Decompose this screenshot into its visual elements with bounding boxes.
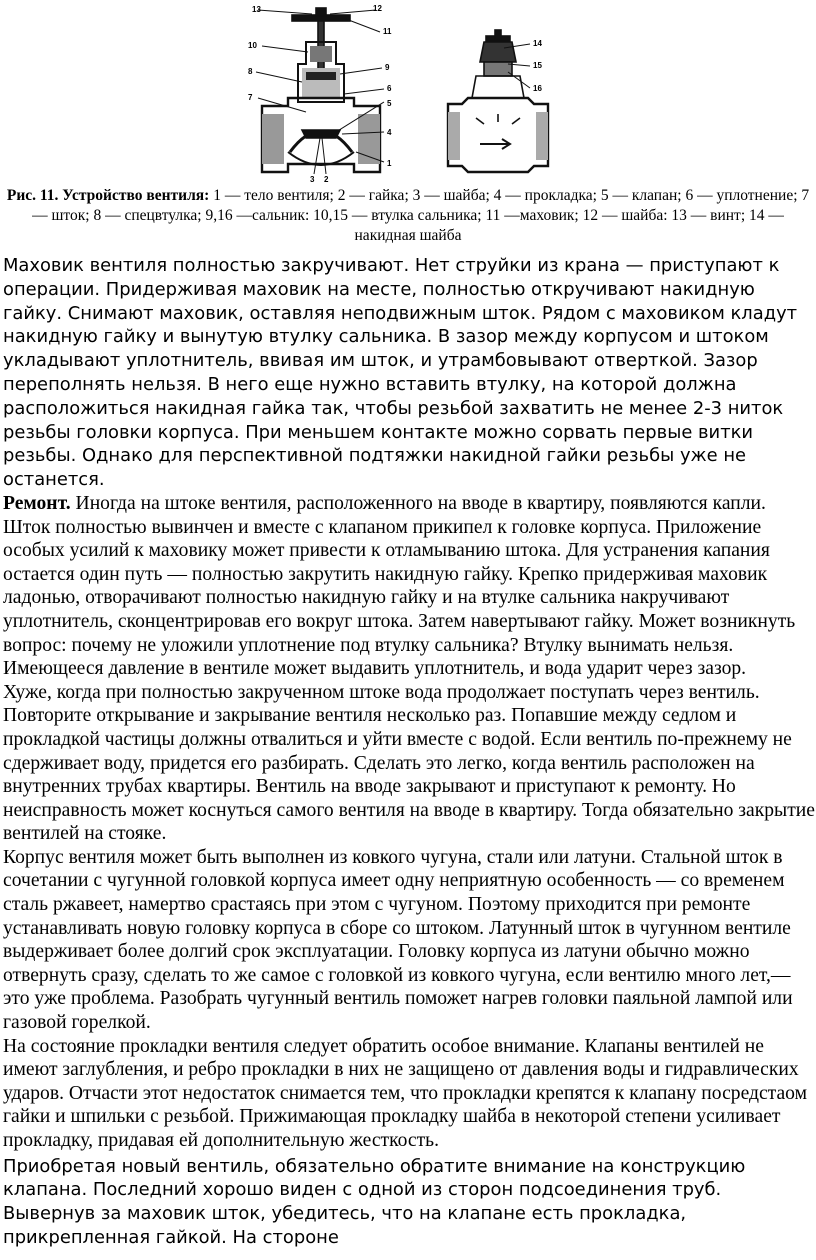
caption-title: Рис. 11. Устройство вентиля:	[6, 187, 210, 204]
callout-5: 5	[387, 99, 392, 108]
callout-12: 12	[373, 4, 382, 13]
repair-text: Иногда на штоке вентиля, расположенного на вводе в квартиру, появляются капли. Шток полностью вывинчен и вместе с клапаном прикипел к головке корпуса. Приложение особых усилий к маховику может привести к отламыванию штока. Для устранения капания остается один путь — полностью закрутить накидную гайку. Крепко придерживая маховик ладонью, отворачивают полностью накидную гайку и на втулке сальника накручивают уплотнитель, сконцентрировав его вокруг штока. Затем навертывают гайку. Может возникнуть вопрос: почему не уложили уплотнение под втулку сальника? Втулку вынимать нельзя. Имеющееся давление в вентиле может выдавить уплотнитель, и вода ударит через зазор.	[3, 492, 796, 680]
article-body	[3, 254, 815, 1250]
screw-shape	[316, 8, 326, 16]
valve-external-view	[448, 30, 548, 172]
callout-9: 9	[385, 63, 390, 72]
callout-3: 3	[310, 175, 315, 182]
paragraph-leaking-stem: Хуже, когда при полностью закрученном штоке вода продолжает поступать через вентиль. Повторите открывание и закрывание вентиля несколько раз. Попавшие между седлом и прокладкой частицы должны отвалиться и уйти вместе с водой. Если вентиль по-прежнему не сдерживает воду, придется его разбирать. Сделать это легко, когда вентиль расположен на внутренних трубах квартиры. Вентиль на вводе закрывают и приступают к ремонту. Но неисправность может коснуться самого вентиля на вводе в квартиру. Тогда обязательно закрытие вентилей на стояке.	[3, 681, 815, 845]
valve-diagram	[240, 2, 585, 182]
callout-8: 8	[248, 67, 253, 76]
callout-10: 10	[248, 41, 257, 50]
callout-14: 14	[533, 39, 542, 48]
caption-text: 1 — тело вентиля; 2 — гайка; 3 — шайба; 4 — прокладка; 5 — клапан; 6 — уплотнение; 7 — шток; 8 — спецвтулка; 9,16 —сальник: 10,15 — втулка сальника; 11 —маховик; 12 — шайба: 13 — винт; 14 — накидная шайба	[32, 187, 810, 244]
callout-2: 2	[324, 175, 329, 182]
paragraph-new-valve: Приобретая новый вентиль, обязательно обратите внимание на конструкцию клапана. Последний хорошо виден с одной из сторон подсоединения труб. Вывернув за маховик шток, убедитесь, что на клапане есть прокладка, прикрепленная гайкой. На стороне	[3, 1155, 746, 1248]
figure-caption	[0, 186, 816, 246]
repair-heading: Ремонт.	[3, 492, 71, 514]
callout-7: 7	[248, 93, 253, 102]
callout-11: 11	[383, 27, 392, 36]
callout-1: 1	[387, 159, 392, 168]
paragraph-body-material: Корпус вентиля может быть выполнен из ковкого чугуна, стали или латуни. Стальной шток в сочетании с чугунной головкой корпуса имеет одну неприятную особенность — со временем сталь ржавеет, намертво срастаясь при этом с чугуном. Поэтому приходится при ремонте устанавливать новую головку корпуса в сборе со штоком. Латунный шток в чугунном вентиле выдерживает более долгий срок эксплуатации. Головку корпуса из латуни обычно можно отвернуть сразу, сделать то же самое с головкой из ковкого чугуна, если вентилю много лет,— это уже проблема. Разобрать чугунный вентиль поможет нагрев головки паяльной лампой или газовой горелкой.	[3, 846, 793, 1034]
callout-15: 15	[533, 61, 542, 70]
paragraph-repair	[3, 492, 815, 681]
callout-16: 16	[533, 84, 542, 93]
callout-13: 13	[252, 5, 261, 14]
valve-section-view	[248, 4, 392, 182]
callout-6: 6	[387, 84, 392, 93]
paragraph-gasket: На состояние прокладки вентиля следует обратить особое внимание. Клапаны вентилей не имеют заглубления, и ребро прокладки в них не защищено от давления воды и гидравлических ударов. Отчасти этот недостаток снимается тем, что прокладки крепятся к клапану посредстаом гайки и шпильки с резьбой. Прижимающая прокладку шайба в некоторой степени усиливает прокладку, придавая ей дополнительную жесткость.	[3, 1035, 807, 1151]
paragraph-handwheel: Маховик вентиля полностью закручивают. Нет струйки из крана — приступают к операции. Придерживая маховик на месте, полностью откручивают накидную гайку. Снимают маховик, оставляя неподвижным шток. Рядом с маховиком кладут накидную гайку и вынутую втулку сальника. В зазор между корпусом и штоком укладывают уплотнитель, ввивая им шток, и утрамбовывают отверткой. Зазор переполнять нельзя. В него еще нужно вставить втулку, на которой должна расположиться накидная гайка так, чтобы резьбой захватить не менее 2-3 ниток резьбы головки корпуса. При меньшем контакте можно сорвать первые витки резьбы. Однако для перспективной подтяжки накидной гайки резьбы уже не останется.	[3, 255, 798, 491]
valve-disc-shape	[302, 130, 340, 138]
callout-4: 4	[387, 128, 392, 137]
